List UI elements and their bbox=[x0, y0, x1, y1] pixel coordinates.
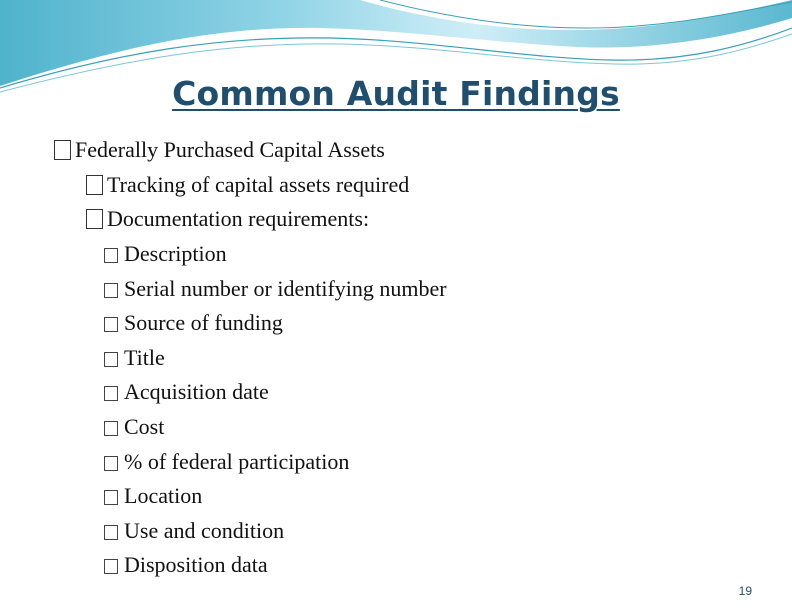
bullet-level3 bbox=[104, 379, 269, 405]
missing-glyph-box-icon bbox=[104, 248, 118, 263]
bullet-text: Location bbox=[124, 483, 203, 508]
page-number: 19 bbox=[738, 584, 752, 598]
missing-glyph-box-icon bbox=[104, 456, 118, 471]
bullet-level3 bbox=[104, 276, 447, 302]
bullet-level3 bbox=[104, 414, 164, 440]
missing-glyph-box-icon bbox=[86, 209, 103, 229]
bullet-level3 bbox=[104, 518, 284, 544]
missing-glyph-box-icon bbox=[104, 525, 118, 540]
slide-title bbox=[0, 74, 792, 113]
missing-glyph-box-icon bbox=[104, 490, 118, 505]
bullet-text: Description bbox=[124, 241, 227, 266]
bullet-text: Disposition data bbox=[124, 552, 268, 577]
bullet-level3 bbox=[104, 241, 227, 267]
missing-glyph-box-icon bbox=[104, 386, 118, 401]
missing-glyph-box-icon bbox=[54, 140, 71, 160]
bullet-level1 bbox=[54, 137, 385, 163]
bullet-level3 bbox=[104, 345, 165, 371]
slide-title-text: Common Audit Findings bbox=[172, 74, 620, 113]
bullet-level2 bbox=[86, 206, 369, 232]
missing-glyph-box-icon bbox=[104, 559, 118, 574]
bullet-text: Use and condition bbox=[124, 518, 285, 543]
missing-glyph-box-icon bbox=[104, 283, 118, 298]
bullet-text: Cost bbox=[124, 414, 165, 439]
bullet-text: Source of funding bbox=[124, 310, 283, 335]
bullet-level3 bbox=[104, 449, 349, 475]
bullet-level3 bbox=[104, 552, 268, 578]
missing-glyph-box-icon bbox=[86, 175, 103, 195]
bullet-text: Documentation requirements: bbox=[107, 206, 370, 231]
bullet-level3 bbox=[104, 310, 283, 336]
missing-glyph-box-icon bbox=[104, 421, 118, 436]
bullet-level3 bbox=[104, 483, 202, 509]
bullet-text: % of federal participation bbox=[124, 449, 350, 474]
bullet-text: Serial number or identifying number bbox=[124, 276, 447, 301]
missing-glyph-box-icon bbox=[104, 317, 118, 332]
bullet-level2 bbox=[86, 172, 409, 198]
bullet-text: Tracking of capital assets required bbox=[107, 172, 410, 197]
missing-glyph-box-icon bbox=[104, 352, 118, 367]
bullet-text: Acquisition date bbox=[124, 379, 269, 404]
bullet-text: Federally Purchased Capital Assets bbox=[75, 137, 385, 162]
bullet-text: Title bbox=[124, 345, 165, 370]
